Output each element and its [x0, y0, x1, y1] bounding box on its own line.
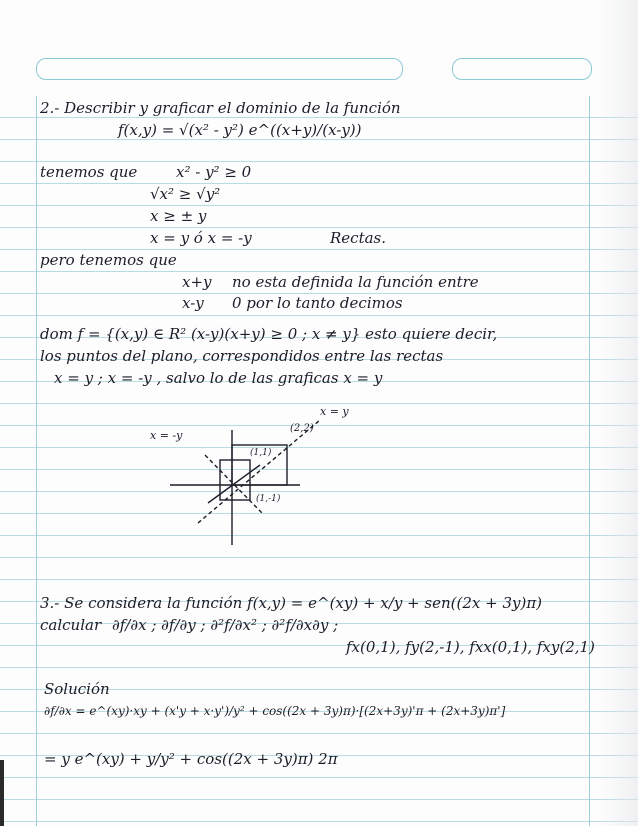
domain-graph — [150, 405, 380, 555]
problem2-heading: 2.- Describir y graficar el dominio de la función — [40, 99, 401, 117]
scan-right-fade — [598, 0, 638, 826]
but-we-have-text: pero tenemos que — [40, 251, 177, 269]
label-point-2-2: (2,2) — [290, 423, 314, 434]
domain-definition: dom f = {(x,y) ∈ R² (x-y)(x+y) ≥ 0 ; x ≠ y} esto quiere decir, — [40, 325, 498, 343]
we-have-text: tenemos que — [40, 163, 138, 181]
lines-equation: x = y ó x = -y — [150, 229, 252, 247]
derivatives-list: ∂f/∂x ; ∂f/∂y ; ∂²f/∂x² ; ∂²f/∂x∂y ; — [112, 616, 339, 634]
evaluations-list: fx(0,1), fy(2,-1), fxx(0,1), fxy(2,1) — [346, 638, 595, 656]
problem3-heading: 3.- Se considera la función f(x,y) = e^(xy) + x/y + sen((2x + 3y)π) — [40, 594, 543, 612]
line-x-eq-y — [198, 420, 320, 523]
header-box-left — [36, 58, 403, 80]
calculate-label: calcular — [40, 616, 102, 634]
fraction-numerator: x+y — [182, 273, 212, 291]
label-x-eq-y: x = y — [320, 405, 349, 418]
zero-at-text: 0 por lo tanto decimos — [232, 294, 403, 312]
lines-note: x = y ; x = -y , salvo lo de las graficas x = y — [54, 369, 383, 387]
label-point-1-neg1: (1,-1) — [256, 494, 281, 504]
page-top-margin — [0, 0, 638, 96]
derivative-step-1: ∂f/∂x = e^(xy)·xy + (x'y + x·y')/y² + cos((2x + 3y)π)·[(2x+3y)'π + (2x+3y)π'] — [44, 704, 506, 718]
line-segment — [208, 465, 260, 503]
problem2-function: f(x,y) = √(x² - y²) e^((x+y)/(x-y)) — [118, 121, 362, 139]
square-region — [220, 460, 250, 500]
inequality-1: x² - y² ≥ 0 — [176, 163, 252, 181]
right-margin-line — [589, 96, 590, 826]
derivative-step-2: = y e^(xy) + y/y² + cos((2x + 3y)π) 2π — [44, 750, 338, 768]
points-description: los puntos del plano, correspondidos entre las rectas — [40, 347, 444, 365]
label-x-eq-neg-y: x = -y — [150, 429, 183, 442]
inequality-2: √x² ≥ √y² — [150, 185, 221, 203]
scan-edge-shadow — [0, 760, 4, 826]
rectas-label: Rectas. — [330, 229, 387, 247]
label-point-1-1: (1,1) — [250, 448, 272, 458]
inequality-3: x ≥ ± y — [150, 207, 207, 225]
left-margin-line — [36, 96, 37, 826]
fraction-denominator: x-y — [182, 294, 204, 312]
header-box-right — [452, 58, 592, 80]
solution-label: Solución — [44, 680, 110, 698]
not-defined-text: no esta definida la función entre — [232, 273, 479, 291]
